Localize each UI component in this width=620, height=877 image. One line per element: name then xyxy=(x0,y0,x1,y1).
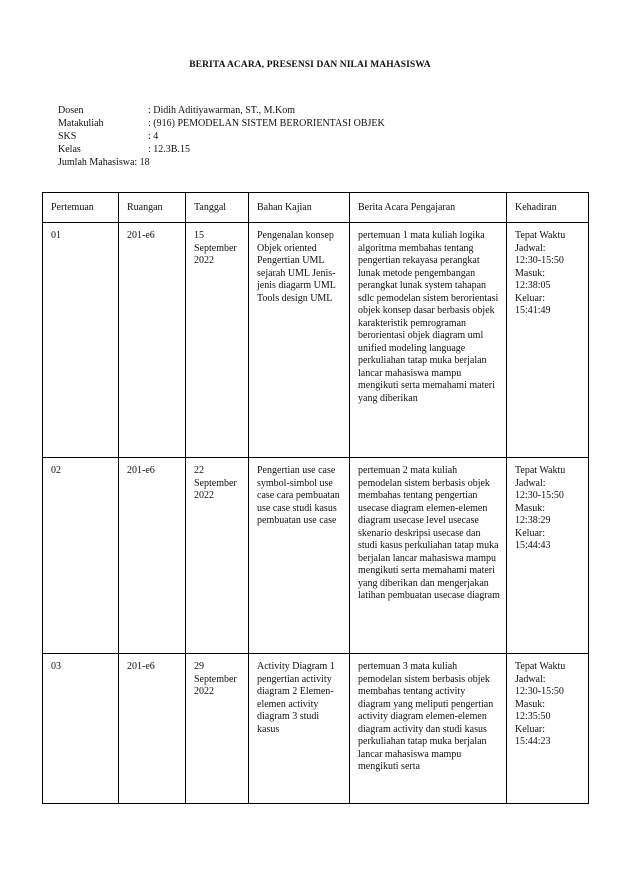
info-label: Kelas xyxy=(58,144,81,155)
info-row-jumlah-mahasiswa xyxy=(58,156,385,169)
info-value: : 12.3B.15 xyxy=(148,144,190,155)
info-label: Jumlah Mahasiswa xyxy=(58,157,135,168)
info-value: : 18 xyxy=(134,157,150,168)
table-row xyxy=(43,654,589,804)
cell-ruangan: 201-e6 xyxy=(119,223,186,458)
table-row xyxy=(43,458,589,654)
kehadiran-jadwal: 12:30-15:50 xyxy=(515,686,564,697)
info-label: SKS xyxy=(58,131,77,142)
cell-tanggal: 22 September 2022 xyxy=(186,458,249,654)
header-kehadiran: Kehadiran xyxy=(507,193,589,223)
kehadiran-keluar: 15:44:43 xyxy=(515,540,551,551)
kehadiran-keluar-label: Keluar: xyxy=(515,723,545,735)
table-header-row xyxy=(43,193,589,223)
info-label: Dosen xyxy=(58,105,84,116)
kehadiran-keluar: 15:41:49 xyxy=(515,305,551,316)
kehadiran-status: Tepat Waktu xyxy=(515,661,566,672)
attendance-table xyxy=(42,192,589,804)
kehadiran-masuk-label: Masuk: xyxy=(515,698,545,710)
kehadiran-jadwal: 12:30-15:50 xyxy=(515,255,564,266)
table-row xyxy=(43,223,589,458)
kehadiran-masuk: 12:38:05 xyxy=(515,280,551,291)
cell-tanggal: 29 September 2022 xyxy=(186,654,249,804)
info-row-dosen xyxy=(58,104,385,117)
info-row-matakuliah xyxy=(58,117,385,130)
header-tanggal: Tanggal xyxy=(186,193,249,223)
cell-kehadiran xyxy=(507,223,589,458)
cell-pertemuan: 02 xyxy=(43,458,119,654)
kehadiran-keluar: 15:44:23 xyxy=(515,736,551,747)
cell-kehadiran xyxy=(507,458,589,654)
kehadiran-masuk-label: Masuk: xyxy=(515,267,545,279)
cell-tanggal: 15 September 2022 xyxy=(186,223,249,458)
kehadiran-masuk-label: Masuk: xyxy=(515,502,545,514)
cell-ruangan: 201-e6 xyxy=(119,458,186,654)
kehadiran-keluar-label: Keluar: xyxy=(515,292,545,304)
document-title: BERITA ACARA, PRESENSI DAN NILAI MAHASISWA xyxy=(189,60,431,70)
kehadiran-status: Tepat Waktu xyxy=(515,230,566,241)
cell-bahan-kajian: Pengertian use case symbol-simbol use case cara pembuatan use case studi kasus pembuatan use case xyxy=(249,458,350,654)
cell-berita-acara: pertemuan 1 mata kuliah logika algoritma membahas tentang pengertian rekayasa perangkat lunak metode pengembangan perangkat lunak system tahapan sdlc pemodelan sistem berorientasi objek konsep dasar berbasis objek karakteristik pemrograman berorientasi objek diagram uml unified modeling language perkuliahan tatap muka berjalan lancar mahasiswa mampu mengikuti serta memahami materi yang diberikan xyxy=(350,223,507,458)
info-row-kelas xyxy=(58,143,385,156)
kehadiran-jadwal-label: Jadwal: xyxy=(515,673,546,685)
kehadiran-masuk: 12:38:29 xyxy=(515,515,551,526)
cell-bahan-kajian: Pengenalan konsep Objek oriented Pengertian UML sejarah UML Jenis-jenis diagarm UML Tools design UML xyxy=(249,223,350,458)
kehadiran-jadwal-label: Jadwal: xyxy=(515,242,546,254)
kehadiran-masuk: 12:35:50 xyxy=(515,711,551,722)
header-pertemuan: Pertemuan xyxy=(43,193,119,223)
header-bahan-kajian: Bahan Kajian xyxy=(249,193,350,223)
info-row-sks xyxy=(58,130,385,143)
cell-ruangan: 201-e6 xyxy=(119,654,186,804)
info-value: : (916) PEMODELAN SISTEM BERORIENTASI OBJEK xyxy=(148,118,385,129)
cell-pertemuan: 01 xyxy=(43,223,119,458)
kehadiran-jadwal: 12:30-15:50 xyxy=(515,490,564,501)
info-value: : 4 xyxy=(148,131,159,142)
info-value: : Didih Aditiyawarman, ST., M.Kom xyxy=(148,105,296,116)
header-ruangan: Ruangan xyxy=(119,193,186,223)
kehadiran-status: Tepat Waktu xyxy=(515,465,566,476)
kehadiran-keluar-label: Keluar: xyxy=(515,527,545,539)
header-berita-acara: Berita Acara Pengajaran xyxy=(350,193,507,223)
cell-kehadiran xyxy=(507,654,589,804)
cell-berita-acara: pertemuan 3 mata kuliah pemodelan sistem berbasis objek membahas tentang activity diagram yang meliputi pengertian activity diagram elemen-elemen diagram activity dan studi kasus perkuliahan tatap muka berjalan lancar mahasiswa mampu mengikuti serta xyxy=(350,654,507,804)
cell-bahan-kajian: Activity Diagram 1 pengertian activity diagram 2 Elemen-elemen activity diagram 3 studi kasus xyxy=(249,654,350,804)
info-label: Matakuliah xyxy=(58,118,104,129)
cell-pertemuan: 03 xyxy=(43,654,119,804)
cell-berita-acara: pertemuan 2 mata kuliah pemodelan sistem berbasis objek membahas tentang pengertian usecase diagram elemen-elemen diagram usecase level usecase skenario deskripsi usecase dan studi kasus perkuliahan tatap muka berjalan lancar mahasiswa mampu mengikuti serta memahami materi yang diberikan dan mengerjakan latihan pembuatan usecase diagram xyxy=(350,458,507,654)
course-info xyxy=(58,104,385,169)
kehadiran-jadwal-label: Jadwal: xyxy=(515,477,546,489)
